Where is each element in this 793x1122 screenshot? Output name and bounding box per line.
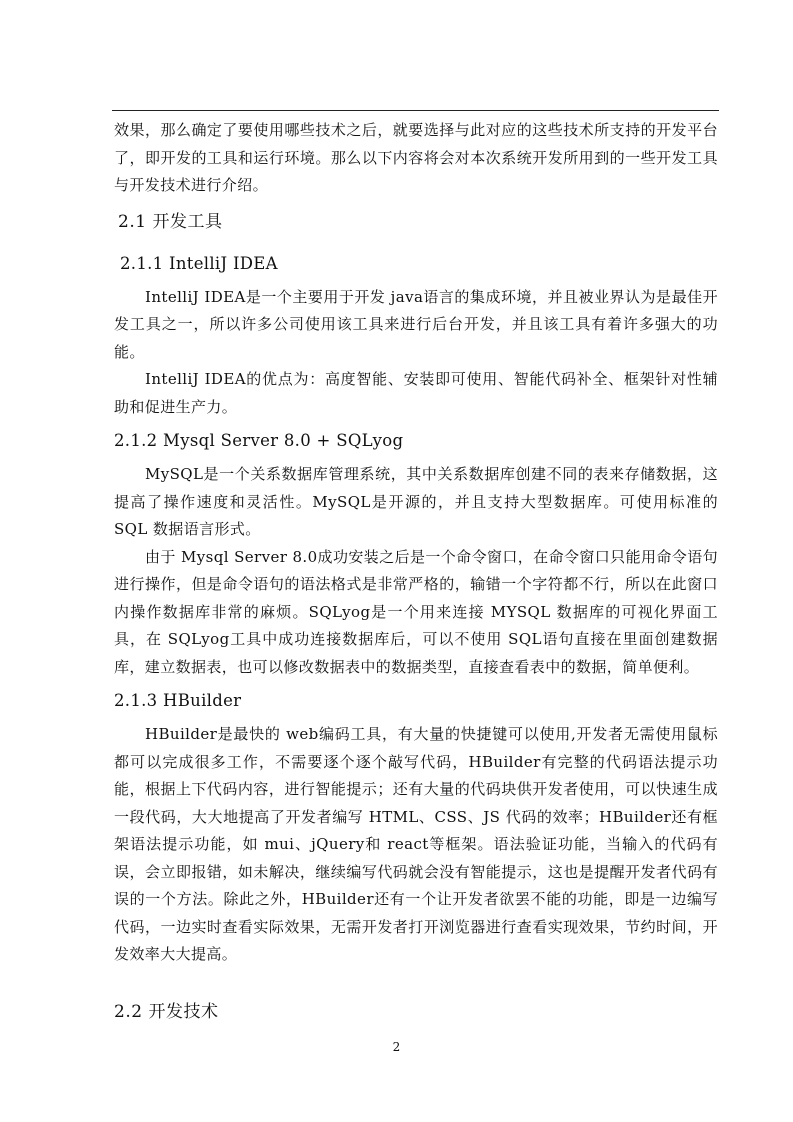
paragraph-intellij-1: IntelliJ IDEA是一个主要用于开发 java语言的集成环境，并且被业界认为是最佳开发工具之一，所以许多公司使用该工具来进行后台开发，并且该工具有着许多强大的功能。 <box>114 287 718 361</box>
subsection-heading-intellij: 2.1.1 IntelliJ IDEA <box>120 253 278 273</box>
subsection-heading-hbuilder: 2.1.3 HBuilder <box>114 691 242 710</box>
subsection-heading-mysql: 2.1.2 Mysql Server 8.0 + SQLyog <box>114 431 404 450</box>
section-heading-dev-tools: 2.1 开发工具 <box>118 211 223 232</box>
paragraph-intellij-2: IntelliJ IDEA的优点为：高度智能、安装即可使用、智能代码补全、框架针对性辅助和促进生产力。 <box>114 370 718 416</box>
paragraph-hbuilder: HBuilder是最快的 web编码工具，有大量的快捷键可以使用,开发者无需使用鼠标都可以完成很多工作，不需要逐个逐个敲写代码，HBuilder有完整的代码语法提示功能，根据上下代码内容，进行智能提示；还有大量的代码块供开发者使用，可以快速生成一段代码，大大地提高了开发者编写 HTML、CSS、JS 代码的效率；HBuilder还有框架语法提示功能，如 mui、jQuery和 react等框架。语法验证功能，当输入的代码有误，会立即报错，如未解决，继续编写代码就会没有智能提示，这也是提醒开发者代码有误的一个方法。除此之外，HBuilder还有一个让开发者欲罢不能的功能，即是一边编写代码，一边实时查看实际效果，无需开发者打开浏览器进行查看实现效果，节约时间，开发效率大大提高。 <box>114 725 718 963</box>
page-number: 2 <box>392 1040 401 1054</box>
paragraph-mysql-1: MySQL是一个关系数据库管理系统，其中关系数据库创建不同的表来存储数据，这提高了操作速度和灵活性。MySQL是开源的，并且支持大型数据库。可使用标准的 SQL 数据语言形式。 <box>114 465 718 538</box>
header-rule <box>112 110 719 111</box>
paragraph-mysql-2: 由于 Mysql Server 8.0成功安装之后是一个命令窗口，在命令窗口只能用命令语句进行操作，但是命令语句的语法格式是非常严格的，输错一个字符都不行，所以在此窗口内操作数据库非常的麻烦。SQLyog是一个用来连接 MYSQL 数据库的可视化界面工具，在 SQLyog工具中成功连接数据库后，可以不使用 SQL语句直接在里面创建数据库，建立数据表，也可以修改数据表中的数据类型，直接查看表中的数据，简单便利。 <box>114 547 718 676</box>
paragraph-intro: 效果，那么确定了要使用哪些技术之后，就要选择与此对应的这些技术所支持的开发平台了，即开发的工具和运行环境。那么以下内容将会对本次系统开发所用到的一些开发工具与开发技术进行介绍。 <box>114 121 718 194</box>
page-body <box>114 117 718 969</box>
section-heading-dev-tech: 2.2 开发技术 <box>114 1002 219 1022</box>
